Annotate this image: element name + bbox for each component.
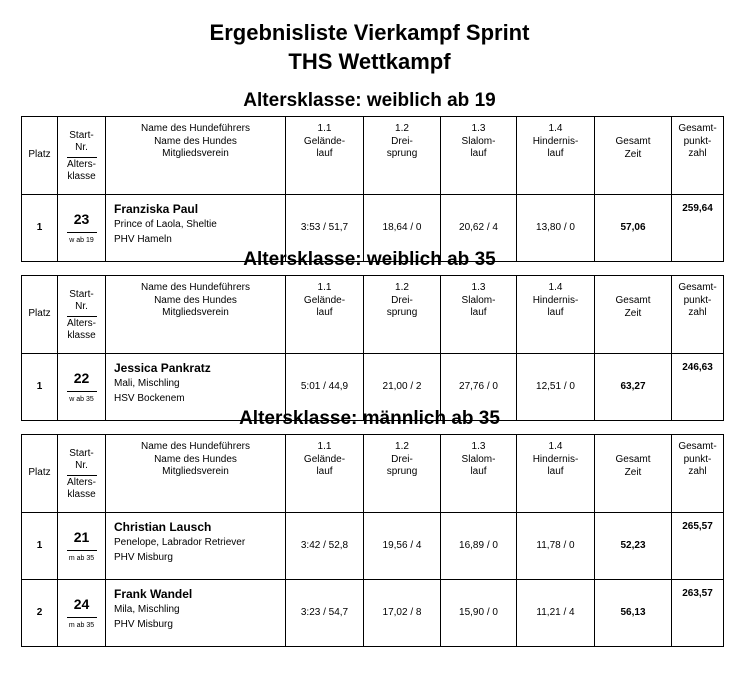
- header-discipline-name-2: lauf: [547, 148, 564, 159]
- header-zahl-text: zahl: [688, 148, 707, 159]
- header-discipline-name-2: sprung: [386, 466, 418, 477]
- club-name: HSV Bockenem: [114, 393, 185, 404]
- header-platz-label: Platz: [28, 149, 51, 161]
- header-platz: [22, 117, 58, 195]
- page-title-line2: THS Wettkampf: [288, 49, 451, 74]
- header-discipline-name: Slalom-: [461, 453, 496, 465]
- section-title: Altersklasse: männlich ab 35: [239, 408, 500, 429]
- start-number: 24: [73, 596, 90, 612]
- gesamt-punkte-value: 265,57: [682, 521, 713, 532]
- header-punkt-text: punkt-: [683, 453, 712, 465]
- header-dog-name: Name des Hundes: [154, 135, 237, 147]
- header-gesamt-text: Gesamt-: [678, 282, 717, 293]
- gesamt-zeit-cell: [595, 513, 672, 580]
- header-punkt-text: punkt-: [683, 294, 712, 306]
- header-discipline-d3: [441, 435, 517, 513]
- discipline-value: 19,56 / 4: [382, 539, 422, 551]
- discipline-value: 3:53 / 51,7: [300, 221, 349, 233]
- handler-cell: [106, 513, 286, 580]
- header-zahl-text: zahl: [688, 466, 707, 477]
- club-name: PHV Misburg: [114, 619, 173, 630]
- header-discipline-number: 1.3: [471, 282, 486, 293]
- results-table: [21, 434, 724, 647]
- header-gesamt-zeit: [595, 276, 672, 354]
- header-discipline-name-2: lauf: [547, 466, 564, 477]
- discipline-value: 27,76 / 0: [459, 380, 498, 392]
- header-discipline-number: 1.4: [548, 282, 563, 293]
- divider: [67, 617, 97, 618]
- discipline-result-d1: [286, 580, 364, 647]
- header-gesamt-punkte: [672, 276, 724, 354]
- header-discipline-name-2: sprung: [386, 148, 418, 159]
- gesamt-punkte-value: 263,57: [682, 588, 713, 599]
- header-discipline-name: Hindernis-: [532, 135, 579, 147]
- header-nr-text: Nr.: [75, 301, 88, 312]
- gesamt-zeit-cell: [595, 580, 672, 647]
- header-dog-name: Name des Hundes: [154, 294, 237, 306]
- header-zeit-text: Zeit: [624, 307, 642, 319]
- gesamt-punkte-cell: [672, 580, 724, 647]
- header-discipline-d3: [441, 117, 517, 195]
- header-dog-name: Name des Hundes: [154, 453, 237, 465]
- header-discipline-d3: [441, 276, 517, 354]
- header-gesamt-text: Gesamt-: [678, 123, 717, 134]
- handler-name: Franziska Paul: [114, 202, 199, 216]
- header-klasse-text: klasse: [67, 171, 96, 182]
- age-class: w ab 19: [69, 236, 94, 244]
- platz-value: 1: [36, 221, 43, 233]
- header-discipline-d4: [517, 276, 595, 354]
- header-discipline-name-2: lauf: [470, 148, 487, 159]
- header-discipline-d2: [364, 435, 441, 513]
- discipline-value: 11,78 / 0: [536, 539, 575, 551]
- header-nr-text: Nr.: [75, 142, 88, 153]
- divider: [67, 232, 97, 233]
- discipline-result-d3: [441, 513, 517, 580]
- header-discipline-name: Gelände-: [303, 294, 346, 306]
- header-handler-name: Name des Hundeführers: [141, 441, 250, 452]
- table-header-row: [22, 276, 724, 354]
- age-class: w ab 35: [69, 395, 94, 403]
- header-punkt-text: punkt-: [683, 135, 712, 147]
- header-gesamt-punkte: [672, 435, 724, 513]
- table-header-row: [22, 435, 724, 513]
- platz-cell: [22, 513, 58, 580]
- club-name: PHV Hameln: [114, 234, 172, 245]
- header-discipline-number: 1.4: [548, 441, 563, 452]
- header-platz-label: Platz: [28, 308, 51, 320]
- header-discipline-name: Drei-: [391, 294, 413, 306]
- header-gesamt-text: Gesamt: [615, 454, 651, 465]
- discipline-value: 11,21 / 4: [536, 606, 575, 618]
- discipline-result-d2: [364, 513, 441, 580]
- header-discipline-name: Gelände-: [303, 453, 346, 465]
- discipline-value: 17,02 / 8: [382, 606, 422, 618]
- header-discipline-number: 1.2: [395, 123, 409, 134]
- header-discipline-d2: [364, 276, 441, 354]
- header-gesamt-zeit: [595, 117, 672, 195]
- header-discipline-d1: [286, 117, 364, 195]
- header-discipline-d1: [286, 435, 364, 513]
- header-klasse-text: klasse: [67, 489, 96, 500]
- discipline-result-d4: [517, 513, 595, 580]
- age-class: m ab 35: [68, 554, 95, 562]
- dog-name: Penelope, Labrador Retriever: [114, 537, 246, 548]
- club-name: PHV Misburg: [114, 552, 173, 563]
- table-header-row: [22, 117, 724, 195]
- header-discipline-name-2: lauf: [316, 148, 333, 159]
- header-platz-label: Platz: [28, 467, 51, 479]
- header-discipline-d1: [286, 276, 364, 354]
- header-platz: [22, 435, 58, 513]
- dog-name: Mali, Mischling: [114, 378, 180, 389]
- header-discipline-number: 1.3: [471, 123, 486, 134]
- start-number: 22: [73, 370, 90, 386]
- discipline-value: 18,64 / 0: [382, 221, 422, 233]
- gesamt-punkte-value: 259,64: [682, 203, 713, 214]
- section-title: Altersklasse: weiblich ab 35: [243, 249, 496, 270]
- discipline-value: 3:42 / 52,8: [300, 539, 349, 551]
- header-handler-name: Name des Hundeführers: [141, 123, 250, 134]
- header-discipline-d4: [517, 117, 595, 195]
- header-platz: [22, 276, 58, 354]
- header-discipline-number: 1.2: [395, 441, 409, 452]
- startnr-cell: [58, 580, 106, 647]
- header-discipline-d2: [364, 117, 441, 195]
- header-discipline-name-2: sprung: [386, 307, 418, 318]
- header-start-text: Start-: [69, 129, 94, 141]
- discipline-value: 20,62 / 4: [459, 221, 498, 233]
- header-discipline-number: 1.1: [317, 441, 332, 452]
- discipline-result-d2: [364, 580, 441, 647]
- header-discipline-name-2: lauf: [316, 307, 333, 318]
- header-handler: [106, 276, 286, 354]
- header-startnr: [58, 117, 106, 195]
- platz-value: 1: [36, 380, 43, 392]
- header-klasse-text: klasse: [67, 330, 96, 341]
- gesamt-zeit-value: 52,23: [620, 539, 646, 551]
- header-zeit-text: Zeit: [624, 466, 642, 478]
- header-alters-text: Alters-: [67, 317, 96, 329]
- header-discipline-name-2: lauf: [316, 466, 333, 477]
- discipline-value: 12,51 / 0: [536, 380, 575, 392]
- header-discipline-name: Drei-: [391, 135, 413, 147]
- header-discipline-name: Slalom-: [461, 135, 496, 147]
- results-table: [21, 116, 724, 262]
- header-start-text: Start-: [69, 447, 94, 459]
- platz-cell: [22, 580, 58, 647]
- dog-name: Prince of Laola, Sheltie: [114, 219, 217, 230]
- header-discipline-number: 1.2: [395, 282, 409, 293]
- header-handler: [106, 435, 286, 513]
- handler-name: Christian Lausch: [114, 520, 212, 534]
- header-zahl-text: zahl: [688, 307, 707, 318]
- page-title-line1: Ergebnisliste Vierkampf Sprint: [209, 20, 530, 45]
- header-startnr: [58, 435, 106, 513]
- start-number: 23: [73, 211, 90, 227]
- header-discipline-name: Hindernis-: [532, 294, 579, 306]
- header-discipline-name: Hindernis-: [532, 453, 579, 465]
- table-row: [22, 513, 724, 580]
- header-club-name: Mitgliedsverein: [162, 307, 229, 318]
- header-club-name: Mitgliedsverein: [162, 148, 229, 159]
- header-club-name: Mitgliedsverein: [162, 466, 229, 477]
- handler-name: Jessica Pankratz: [114, 361, 211, 375]
- discipline-result-d4: [517, 580, 595, 647]
- discipline-result-d3: [441, 580, 517, 647]
- header-startnr: [58, 276, 106, 354]
- header-discipline-d4: [517, 435, 595, 513]
- discipline-value: 3:23 / 54,7: [300, 606, 349, 618]
- divider: [67, 550, 97, 551]
- header-discipline-name: Gelände-: [303, 135, 346, 147]
- gesamt-zeit-value: 63,27: [620, 380, 646, 392]
- gesamt-zeit-value: 56,13: [620, 606, 646, 618]
- header-discipline-number: 1.3: [471, 441, 486, 452]
- header-gesamt-punkte: [672, 117, 724, 195]
- header-nr-text: Nr.: [75, 460, 88, 471]
- header-discipline-number: 1.1: [317, 282, 332, 293]
- header-start-text: Start-: [69, 288, 94, 300]
- discipline-result-d1: [286, 513, 364, 580]
- gesamt-punkte-cell: [672, 513, 724, 580]
- handler-cell: [106, 580, 286, 647]
- header-discipline-number: 1.4: [548, 123, 563, 134]
- discipline-value: 15,90 / 0: [459, 606, 498, 618]
- header-gesamt-text: Gesamt: [615, 136, 651, 147]
- header-gesamt-text: Gesamt: [615, 295, 651, 306]
- results-table: [21, 275, 724, 421]
- gesamt-punkte-value: 246,63: [682, 362, 713, 373]
- header-discipline-name: Slalom-: [461, 294, 496, 306]
- platz-value: 2: [36, 606, 43, 618]
- handler-name: Frank Wandel: [114, 587, 193, 601]
- header-discipline-name: Drei-: [391, 453, 413, 465]
- platz-value: 1: [36, 539, 43, 551]
- discipline-value: 5:01 / 44,9: [300, 380, 349, 392]
- discipline-value: 13,80 / 0: [536, 221, 575, 233]
- header-discipline-name-2: lauf: [470, 466, 487, 477]
- header-alters-text: Alters-: [67, 476, 96, 488]
- discipline-value: 16,89 / 0: [459, 539, 498, 551]
- header-discipline-number: 1.1: [317, 123, 332, 134]
- start-number: 21: [73, 529, 90, 545]
- age-class: m ab 35: [68, 621, 95, 629]
- header-alters-text: Alters-: [67, 158, 96, 170]
- discipline-value: 21,00 / 2: [382, 380, 422, 392]
- header-discipline-name-2: lauf: [547, 307, 564, 318]
- header-handler: [106, 117, 286, 195]
- gesamt-zeit-value: 57,06: [620, 221, 646, 233]
- divider: [67, 391, 97, 392]
- header-discipline-name-2: lauf: [470, 307, 487, 318]
- header-zeit-text: Zeit: [624, 148, 642, 160]
- header-gesamt-zeit: [595, 435, 672, 513]
- startnr-cell: [58, 513, 106, 580]
- table-row: [22, 580, 724, 647]
- header-handler-name: Name des Hundeführers: [141, 282, 250, 293]
- header-gesamt-text: Gesamt-: [678, 441, 717, 452]
- dog-name: Mila, Mischling: [114, 604, 180, 615]
- section-title: Altersklasse: weiblich ab 19: [243, 90, 496, 111]
